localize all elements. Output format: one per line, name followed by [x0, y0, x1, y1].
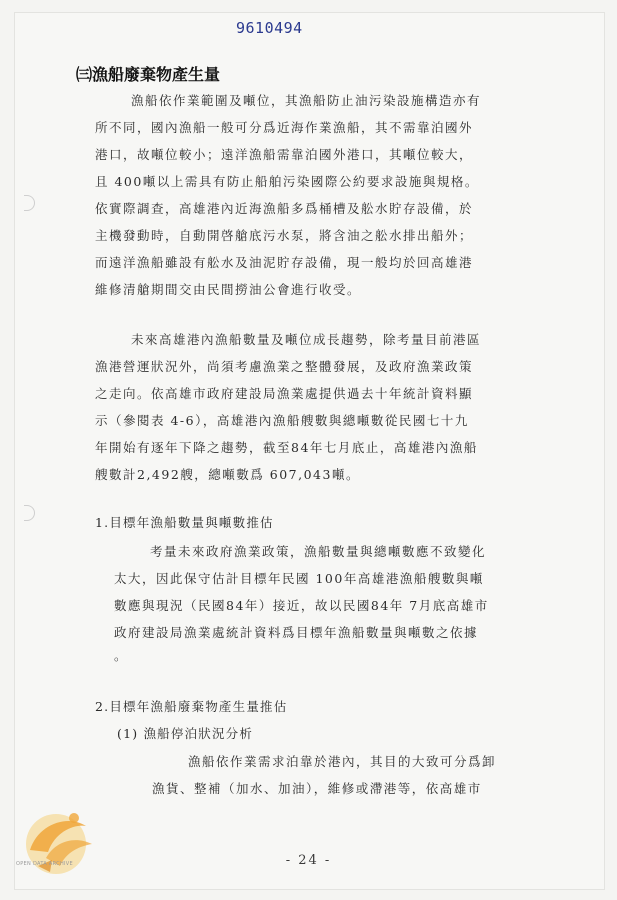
paragraph-line: 政府建設局漁業處統計資料爲目標年漁船數量與噸數之依據 [114, 625, 479, 640]
paragraph-line: 漁船依作業範圍及噸位，其漁船防止油污染設施構造亦有 [131, 93, 482, 108]
paragraph-line: 港口，故噸位較小；遠洋漁船需靠泊國外港口，其噸位較大， [95, 147, 474, 162]
paragraph-line: 未來高雄港內漁船數量及噸位成長趨勢，除考量目前港區 [131, 332, 482, 347]
paragraph-line: 所不同，國內漁船一般可分爲近海作業漁船，其不需靠泊國外 [95, 120, 474, 135]
paragraph-line: 數應與現況（民國84年）接近，故以民國84年 7月底高雄市 [114, 598, 489, 613]
paragraph-line: 而遠洋漁船雖設有舩水及油泥貯存設備，現一般均於回高雄港 [95, 255, 474, 270]
paragraph-line: 主機發動時，自動開啓艙底污水泵，將含油之舩水排出船外； [95, 228, 474, 243]
paragraph-line: 之走向。依高雄市政府建設局漁業處提供過去十年統計資料顯 [95, 386, 474, 401]
paragraph-line: 考量未來政府漁業政策，漁船數量與總噸數應不致變化 [150, 544, 487, 559]
subsection-heading: 2.目標年漁船廢棄物產生量推估 [95, 699, 288, 714]
section-heading: ㈢漁船廢棄物產生量 [76, 65, 221, 84]
subsection-heading: 1.目標年漁船數量與噸數推估 [95, 515, 274, 530]
document-id: 9610494 [236, 19, 303, 37]
paragraph-line: 漁船依作業需求泊靠於港內，其目的大致可分爲卸 [188, 754, 497, 769]
page-number: - 24 - [285, 853, 332, 868]
paragraph-line: 年開始有逐年下降之趨勢，截至84年七月底止，高雄港內漁船 [95, 440, 478, 455]
paragraph-line: 維修清艙期間交由民間撈油公會進行收受。 [95, 282, 362, 297]
paragraph-line: 太大，因此保守估計目標年民國 100年高雄港漁船艘數與噸 [114, 571, 484, 586]
paragraph-line: 示（參閱表 4-6），高雄港內漁船艘數與總噸數從民國七十九 [95, 413, 469, 428]
subsection-heading: (1) 漁船停泊狀況分析 [117, 726, 254, 741]
paragraph-line: 漁港營運狀況外，尚須考慮漁業之整體發展，及政府漁業政策 [95, 359, 474, 374]
logo-caption: OPEN DATA ARCHIVE [16, 861, 73, 867]
paragraph-line: 依實際調查，高雄港內近海漁船多爲桶槽及舩水貯存設備，於 [95, 201, 474, 216]
paragraph-line: 。 [114, 648, 129, 663]
paragraph-line: 且 400噸以上需具有防止船舶污染國際公約要求設施與規格。 [95, 174, 479, 189]
paragraph-line: 漁貨、整補（加水、加油），維修或滯港等，依高雄市 [152, 781, 482, 796]
paragraph-line: 艘數計2,492艘，總噸數爲 607,043噸。 [95, 467, 360, 482]
archive-logo-icon [16, 800, 106, 882]
